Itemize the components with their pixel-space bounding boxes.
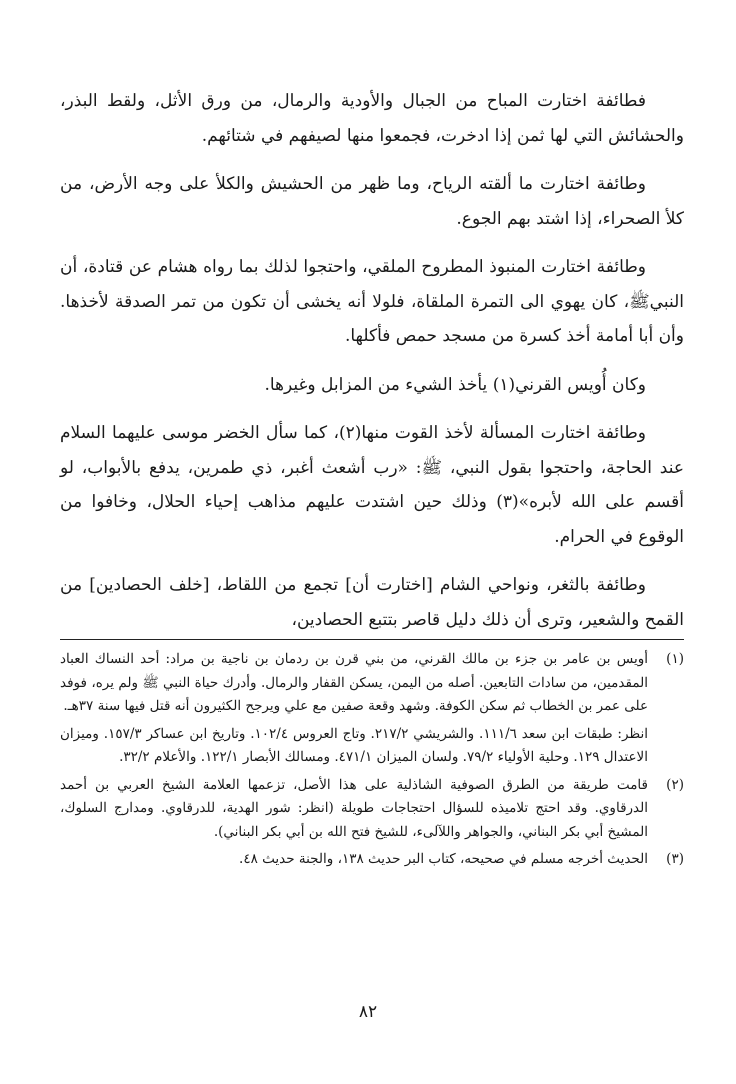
footnote-3-number: (٣) xyxy=(666,851,684,867)
paragraph-5: وطائفة اختارت المسألة لأخذ القوت منها(٢)، كما سأل الخضر موسى عليهما السلام عند الحاجة، واحتجوا بقول النبي، ﷺ: «رب أشعث أغبر، ذي طمرين، يدفع بالأبواب، لو أقسم على الله لأبره»(٣) وذلك حين اشتدت عليهم مذاهب إحياء الحلال، وخافوا من الوقوع في الحرام. xyxy=(60,423,685,547)
footnote-2-number: (٢) xyxy=(666,776,684,793)
footnote-1-text: أويس بن عامر بن جزء بن مالك القرني، من بني قرن بن ردمان بن ناجية بن مراد: أحد النساك العباد المقدمين، من سادات التابعين. أصله من اليمن، يسكن القفار والرمال. وأدرك حياة النبي ﷺ ولم يره، فوفد على عمر بن الخطاب ثم سكن الكوفة. وشهد وقعة صفين مع علي ويرجح الكثيرون أنه قتل فيها سنة ٣٧هـ. xyxy=(60,651,648,714)
footnote-3-text: الحديث أخرجه مسلم في صحيحه، كتاب البر حديث ١٣٨، والجنة حديث ٤٨. xyxy=(239,851,648,867)
paragraph-3: وطائفة اختارت المنبوذ المطروح الملقي، واحتجوا لذلك بما رواه هشام عن قتادة، أن النبيﷺ، كان يهوي الى التمرة الملقاة، فلولا أنه يخشى أن تكون من تمر الصدقة لأخذها. وأن أبا أمامة أخذ كسرة من مسجد حمص فأكلها. xyxy=(60,257,684,346)
footnotes xyxy=(60,648,684,872)
footnote-1-references: انظر: طبقات ابن سعد ١١١/٦. والشريشي ٢١٧/٢. وتاج العروس ١٠٢/٤. وتاريخ ابن عساكر ١٥٧/٣. وميزان الاعتدال ١٢٩. وحلية الأولياء ٧٩/٢. ولسان الميزان ٤٧١/١. ومسالك الأبصار ١٢٢/١. والأعلام ٣٢/٢. xyxy=(60,725,648,765)
footnote-1 xyxy=(60,648,684,719)
page-number: ٨٢ xyxy=(358,1002,378,1022)
footnote-3 xyxy=(60,848,684,872)
footnote-2-text: قامت طريقة من الطرق الصوفية الشاذلية على هذا الأصل، تزعمها العلامة الشيخ العربي بن أحمد الدرقاوي. وقد احتج تلاميذه للسؤال احتجاجات طويلة (انظر: شور الهدية، للدرقاوي. ومدارج السلوك، المشيخ أبي بكر البناني، والجواهر واللآلىء، للشيخ فتح الله بن أبي بكر البناني). xyxy=(60,776,648,840)
paragraph-6: وطائفة بالثغر، ونواحي الشام [اختارت أن] تجمع من اللقاط، [خلف الحصادين] من القمح والشعير، وترى أن ذلك دليل قاصر بتتبع الحصادين، xyxy=(60,568,684,640)
footnote-2 xyxy=(60,774,684,845)
footnote-1-number: (١) xyxy=(666,651,684,667)
main-text xyxy=(60,84,684,876)
paragraph-4: وكان أُويس القرني(١) يأخذ الشيء من المزابل وغيرها. xyxy=(264,374,646,395)
paragraph-1: فطائفة اختارت المباح من الجبال والأودية والرمال، من ورق الأثل، ولقط البذر، والحشائش التي لها ثمن إذا ادخرت، فجمعوا منها لصيفهم في شتائهم. xyxy=(60,91,684,146)
paragraph-2: وطائفة اختارت ما ألقته الرياح، وما ظهر من الحشيش والكلأ على وجه الأرض، من كلأ الصحراء، إذا اشتد بهم الجوع. xyxy=(60,174,684,229)
